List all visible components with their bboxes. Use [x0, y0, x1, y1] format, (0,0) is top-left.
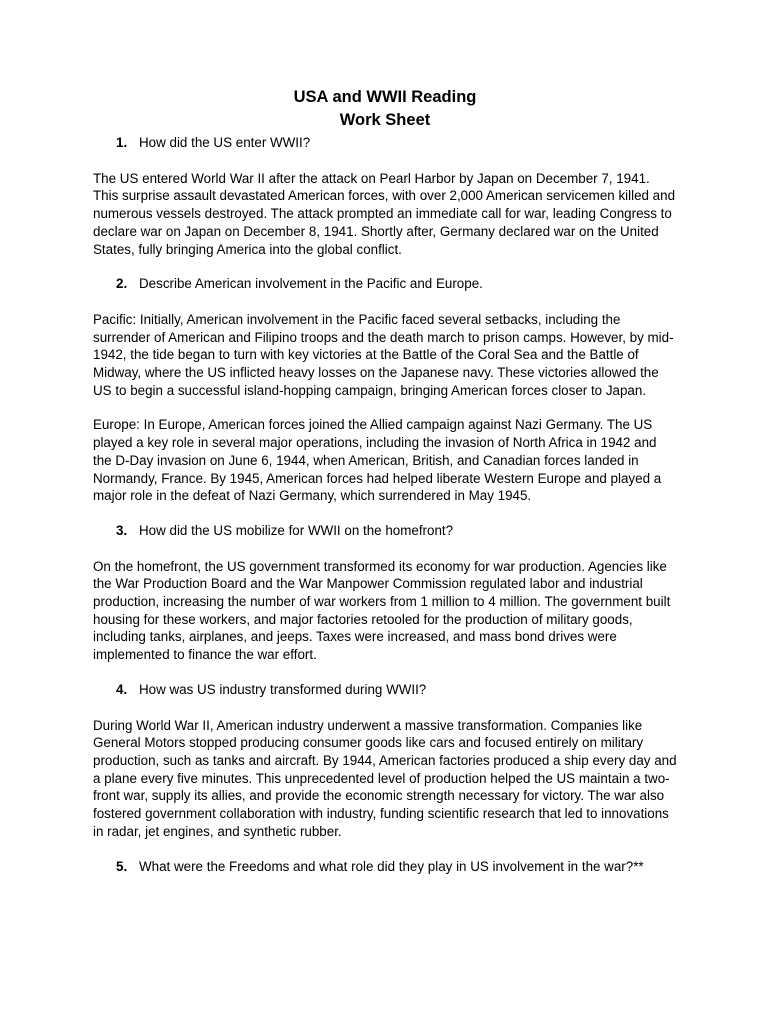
- worksheet-title: [93, 86, 677, 132]
- answer-4: During World War II, American industry underwent a massive transformation. Companies like General Motors stopped producing consumer goods like cars and focused entirely on military production, such as tanks and aircraft. By 1944, American factories produced a ship every day and a plane every five minutes. This unprecedented level of production helped the US maintain a two-front war, supply its allies, and provide the economic strength necessary for victory. The war also fostered government collaboration with industry, funding scientific research that led to innovations in radar, jet engines, and synthetic rubber.: [93, 717, 677, 839]
- answer-2-europe: Europe: In Europe, American forces joined the Allied campaign against Nazi Germany. The US played a key role in several major operations, including the invasion of North Africa in 1942 and the D-Day invasion on June 6, 1944, when American, British, and Canadian forces landed in Normandy, France. By 1945, American forces had helped liberate Western Europe and played a major role in the defeat of Nazi Germany, which surrendered in May 1945.: [93, 417, 662, 504]
- question-number: 4.: [116, 681, 128, 697]
- question-1: [93, 134, 677, 152]
- worksheet-page: [93, 86, 677, 875]
- question-text: Describe American involvement in the Pacific and Europe.: [139, 276, 483, 292]
- question-text: How was US industry transformed during WWII?: [139, 681, 427, 697]
- title-line-2: Work Sheet: [339, 111, 431, 129]
- title-line-1: USA and WWII Reading: [293, 88, 477, 106]
- question-2: [93, 275, 677, 293]
- question-number: 5.: [116, 858, 128, 874]
- question-text: How did the US mobilize for WWII on the homefront?: [139, 522, 454, 538]
- question-number: 1.: [116, 135, 128, 150]
- answer-2-pacific: Pacific: Initially, American involvement in the Pacific faced several setbacks, including the surrender of American and Filipino troops and the death march to prison camps. However, by mid-1942, the tide began to turn with key victories at the Battle of the Coral Sea and the Battle of Midway, where the US inflicted heavy losses on the Japanese navy. These victories allowed the US to begin a successful island-hopping campaign, bringing American forces closer to Japan.: [93, 311, 674, 398]
- question-4: [93, 681, 677, 699]
- question-5: [93, 858, 677, 876]
- question-text: How did the US enter WWII?: [139, 135, 311, 150]
- answer-1: The US entered World War II after the attack on Pearl Harbor by Japan on December 7, 1941. This surprise assault devastated American forces, with over 2,000 American servicemen killed and numerous vessels destroyed. The attack prompted an immediate call for war, leading Congress to declare war on Japan on December 8, 1941. Shortly after, Germany declared war on the United States, fully bringing America into the global conflict.: [93, 170, 676, 257]
- question-number: 2.: [116, 276, 128, 292]
- answer-3: On the homefront, the US government transformed its economy for war production. Agencies like the War Production Board and the War Manpower Commission regulated labor and industrial production, increasing the number of war workers from 1 million to 4 million. The government built housing for these workers, and major factories retooled for the production of military goods, including tanks, airplanes, and jeeps. Taxes were increased, and mass bond drives were implemented to finance the war effort.: [93, 558, 671, 663]
- question-text: What were the Freedoms and what role did they play in US involvement in the war?**: [139, 858, 644, 874]
- question-number: 3.: [116, 522, 128, 538]
- question-3: [93, 522, 677, 540]
